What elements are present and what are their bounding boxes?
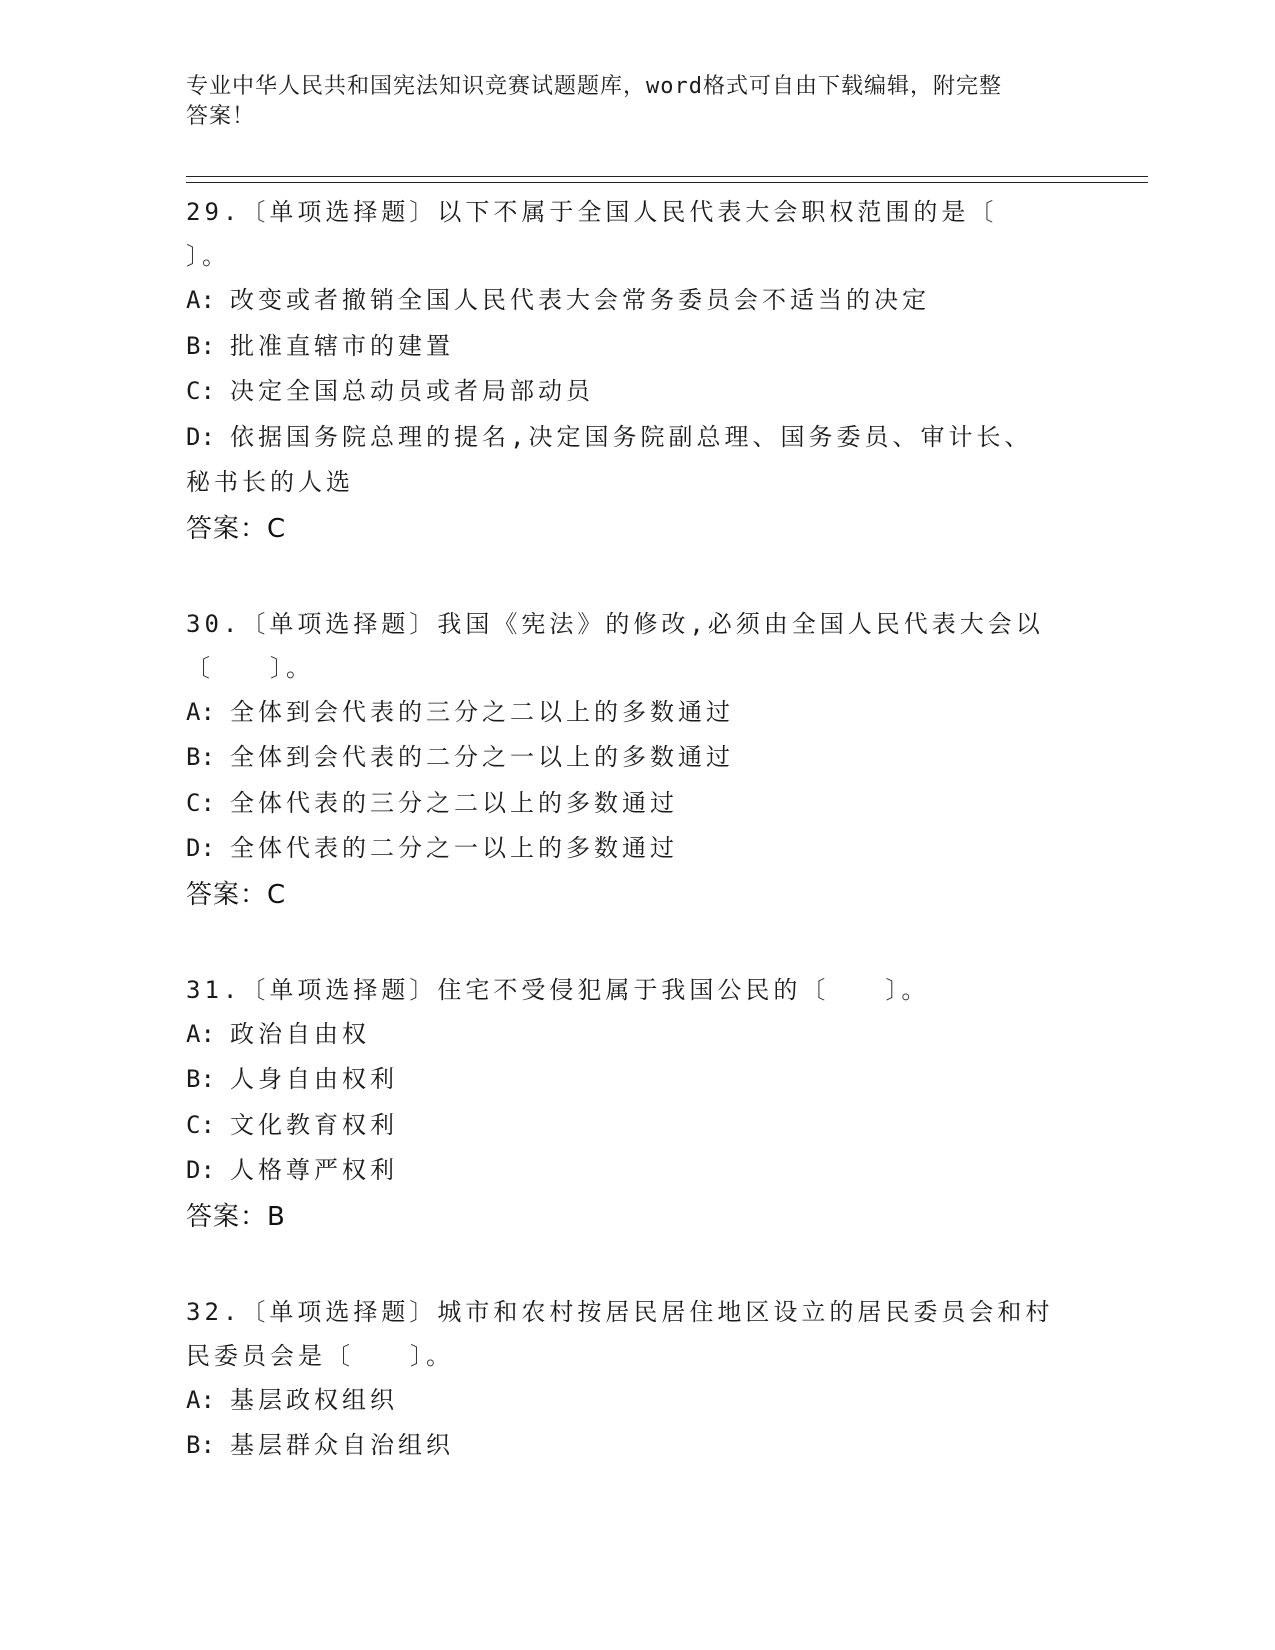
- question-stem: 31.〔单项选择题〕住宅不受侵犯属于我国公民的〔 〕。: [186, 975, 930, 1004]
- option-text: 决定全国总动员或者局部动员: [230, 377, 594, 405]
- option-letter: D:: [186, 422, 215, 451]
- header-line-1: 专业中华人民共和国宪法知识竞赛试题题库，word格式可自由下载编辑，附完整: [186, 74, 1002, 99]
- option-letter: A:: [186, 286, 215, 314]
- header-divider-bottom: [186, 182, 1148, 183]
- option-letter: D:: [186, 834, 215, 862]
- option-b: [186, 735, 1086, 781]
- question-30: [186, 602, 1086, 918]
- option-letter: D:: [186, 1156, 215, 1184]
- option-d: [186, 1148, 1086, 1194]
- question-31: [186, 968, 1086, 1240]
- document-header: [186, 72, 1066, 132]
- option-text: 批准直辖市的建置: [230, 331, 454, 360]
- option-text: 全体到会代表的三分之二以上的多数通过: [230, 697, 734, 726]
- option-a: [186, 278, 1086, 324]
- option-c: [186, 781, 1086, 827]
- question-stem: 32.〔单项选择题〕城市和农村按居民居住地区设立的居民委员会和村: [186, 1297, 1054, 1326]
- option-a: [186, 690, 1086, 736]
- option-letter: B:: [186, 331, 215, 360]
- option-text: 全体代表的三分之二以上的多数通过: [230, 788, 678, 817]
- question-list: [186, 190, 1086, 1519]
- option-a: [186, 1378, 1086, 1424]
- option-letter: B:: [186, 1431, 215, 1459]
- option-letter: C:: [186, 1110, 215, 1139]
- option-letter: C:: [186, 788, 215, 817]
- option-c: [186, 369, 1086, 415]
- header-line-2: 答案！: [186, 104, 256, 129]
- option-text: 依据国务院总理的提名,决定国务院副总理、国务委员、审计长、: [230, 422, 1033, 451]
- option-text: 人格尊严权利: [230, 1156, 398, 1184]
- option-letter: A:: [186, 697, 215, 726]
- header-divider-top: [186, 176, 1148, 177]
- option-d: [186, 826, 1086, 872]
- question-stem-continued: 〕。: [186, 242, 230, 270]
- option-text: 改变或者撤销全国人民代表大会常务委员会不适当的决定: [230, 286, 930, 314]
- option-a: [186, 1012, 1086, 1058]
- option-text: 人身自由权利: [230, 1065, 398, 1093]
- option-letter: A:: [186, 1019, 215, 1048]
- option-letter: C:: [186, 377, 215, 405]
- option-letter: B:: [186, 1065, 215, 1093]
- answer-label: 答案：C: [186, 879, 287, 910]
- question-stem-continued: 〔 〕。: [186, 653, 314, 682]
- option-text: 基层政权组织: [230, 1385, 398, 1414]
- option-text: 文化教育权利: [230, 1110, 398, 1139]
- option-letter: A:: [186, 1385, 215, 1414]
- option-c: [186, 1103, 1086, 1149]
- option-text: 政治自由权: [230, 1019, 370, 1048]
- question-stem: 29.〔单项选择题〕以下不属于全国人民代表大会职权范围的是〔: [186, 198, 998, 226]
- question-stem: 30.〔单项选择题〕我国《宪法》的修改,必须由全国人民代表大会以: [186, 609, 1044, 638]
- answer-label: 答案：C: [186, 513, 287, 544]
- question-stem-continued: 民委员会是〔 〕。: [186, 1341, 454, 1370]
- question-29: [186, 190, 1086, 552]
- option-letter: B:: [186, 743, 215, 771]
- option-b: [186, 324, 1086, 370]
- option-text: 基层群众自治组织: [230, 1431, 454, 1459]
- option-text: 全体代表的二分之一以上的多数通过: [230, 834, 678, 862]
- option-d-continued: 秘书长的人选: [186, 468, 354, 496]
- option-text: 全体到会代表的二分之一以上的多数通过: [230, 743, 734, 771]
- answer-label: 答案：B: [186, 1201, 286, 1232]
- option-b: [186, 1423, 1086, 1469]
- question-32: [186, 1290, 1086, 1469]
- option-b: [186, 1057, 1086, 1103]
- option-d: [186, 415, 1086, 461]
